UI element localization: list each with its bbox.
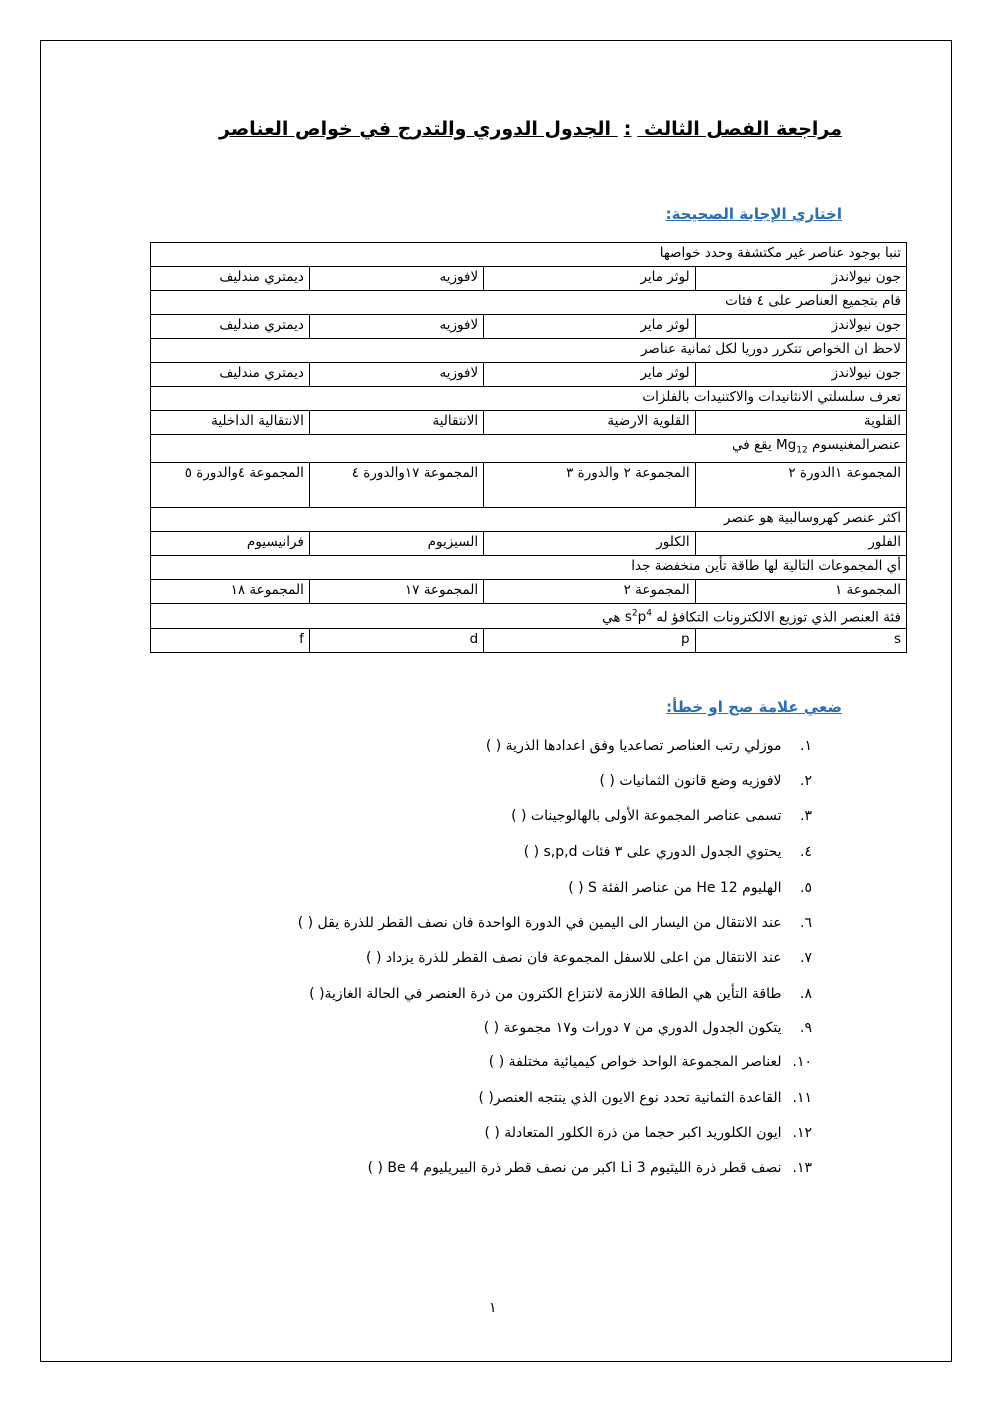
- question-row: [151, 435, 907, 463]
- question-row: [151, 603, 907, 629]
- options-row: [151, 579, 907, 603]
- mcq-table: [150, 242, 907, 653]
- option-cell[interactable]: القلوية: [695, 411, 906, 435]
- question-row: [151, 339, 907, 363]
- tf-item: ٥. الهليوم He 12 من عناصر الفئة S ( ): [568, 880, 812, 896]
- option-cell[interactable]: ديمتري مندليف: [151, 315, 310, 339]
- option-cell[interactable]: لوثر ماير: [484, 267, 695, 291]
- tf-item: ٦. عند الانتقال من اليسار الى اليمين في الدورة الواحدة فان نصف القطر للذرة يقل ( ): [297, 915, 812, 931]
- tf-item: ٣. تسمى عناصر المجموعة الأولى بالهالوجينات ( ): [511, 808, 812, 824]
- option-cell[interactable]: s: [695, 629, 906, 653]
- option-cell[interactable]: ديمتري مندليف: [151, 267, 310, 291]
- question-row: [151, 243, 907, 267]
- tf-item: ٩. يتكون الجدول الدوري من ٧ دورات و١٧ مجموعة ( ): [483, 1020, 812, 1036]
- question-text: عنصرالمغنيسوم $Mg_{12}$ يقع في: [151, 435, 907, 463]
- option-cell[interactable]: المجموعة ٤والدورة ٥: [151, 462, 310, 507]
- options-row: [151, 411, 907, 435]
- option-cell[interactable]: الانتقالية: [309, 411, 483, 435]
- option-cell[interactable]: القلوية الارضية: [484, 411, 695, 435]
- question-text: فئة العنصر الذي توزيع الالكترونات التكافؤ له $s^2p^4$ هي: [151, 603, 907, 629]
- option-cell[interactable]: المجموعة ١: [695, 579, 906, 603]
- tf-item: ٤. يحتوي الجدول الدوري على ٣ فئات s,p,d ( ): [523, 844, 812, 860]
- options-row: [151, 363, 907, 387]
- option-cell[interactable]: المجموعة ١٨: [151, 579, 310, 603]
- question-row: [151, 387, 907, 411]
- option-cell[interactable]: p: [484, 629, 695, 653]
- tf-item: ٧. عند الانتقال من اعلى للاسفل المجموعة فان نصف القطر للذرة يزداد ( ): [366, 950, 812, 966]
- option-cell[interactable]: المجموعة ٢: [484, 579, 695, 603]
- tf-item: ٨. طاقة التأين هي الطاقة اللازمة لانتزاع الكترون من ذرة العنصر في الحالة الغازية( ): [309, 986, 812, 1002]
- option-cell[interactable]: المجموعة ١الدورة ٢: [695, 462, 906, 507]
- option-cell[interactable]: لافوزيه: [309, 363, 483, 387]
- tf-item: ٢. لافوزيه وضع قانون الثمانيات ( ): [599, 773, 812, 789]
- tf-item: ١١. القاعدة الثمانية تحدد نوع الايون الذي ينتجه العنصر( ): [478, 1090, 812, 1106]
- tf-item: ١. موزلي رتب العناصر تصاعديا وفق اعدادها الذرية ( ): [485, 738, 812, 754]
- option-cell[interactable]: d: [309, 629, 483, 653]
- section-heading-mcq: اختاري الإجابة الصحيحة:: [665, 205, 842, 223]
- option-cell[interactable]: المجموعة ١٧: [309, 579, 483, 603]
- option-cell[interactable]: المجموعة ٢ والدورة ٣: [484, 462, 695, 507]
- option-cell[interactable]: جون نيولاندز: [695, 363, 906, 387]
- tf-item: ١٠. لعناصر المجموعة الواحد خواص كيميائية مختلفة ( ): [488, 1054, 812, 1070]
- option-cell[interactable]: الكلور: [484, 531, 695, 555]
- title-main: مراجعة الفصل الثالث: [643, 118, 842, 140]
- option-cell[interactable]: فرانيسيوم: [151, 531, 310, 555]
- options-row: [151, 629, 907, 653]
- option-cell[interactable]: لوثر ماير: [484, 363, 695, 387]
- options-row: [151, 267, 907, 291]
- option-cell[interactable]: لوثر ماير: [484, 315, 695, 339]
- option-cell[interactable]: المجموعة ١٧والدورة ٤: [309, 462, 483, 507]
- option-cell[interactable]: f: [151, 629, 310, 653]
- question-text: لاحظ ان الخواص تتكرر دوريا لكل ثمانية عناصر: [151, 339, 907, 363]
- question-row: [151, 291, 907, 315]
- section-heading-true-false: ضعي علامة صح او خطأ:: [666, 698, 842, 716]
- page-number: ١: [489, 1300, 497, 1316]
- options-row: [151, 462, 907, 507]
- options-row: [151, 531, 907, 555]
- option-cell[interactable]: لافوزيه: [309, 315, 483, 339]
- option-cell[interactable]: جون نيولاندز: [695, 267, 906, 291]
- option-cell[interactable]: لافوزيه: [309, 267, 483, 291]
- option-cell[interactable]: الانتقالية الداخلية: [151, 411, 310, 435]
- options-row: [151, 315, 907, 339]
- question-row: [151, 555, 907, 579]
- question-row: [151, 507, 907, 531]
- title-separator: :: [623, 118, 632, 140]
- title-topic: الجدول الدوري والتدرج في خواص العناصر: [219, 118, 612, 140]
- page-title: [219, 118, 842, 140]
- question-text: قام بتجميع العناصر على ٤ فئات: [151, 291, 907, 315]
- option-cell[interactable]: الفلور: [695, 531, 906, 555]
- question-text: أي المجموعات التالية لها طاقة تأين منخفضة جدا: [151, 555, 907, 579]
- option-cell[interactable]: جون نيولاندز: [695, 315, 906, 339]
- question-text: اكثر عنصر كهروسالبية هو عنصر: [151, 507, 907, 531]
- option-cell[interactable]: ديمتري مندليف: [151, 363, 310, 387]
- tf-item: ١٣. نصف قطر ذرة الليثيوم 3 Li اكبر من نصف قطر ذرة البيريليوم Be 4 ( ): [367, 1160, 812, 1176]
- option-cell[interactable]: السيزيوم: [309, 531, 483, 555]
- question-text: تعرف سلسلتي الانثانيدات والاكتنيدات بالفلزات: [151, 387, 907, 411]
- question-text: تنبا بوجود عناصر غير مكتشفة وحدد خواصها: [151, 243, 907, 267]
- tf-item: ١٢. ايون الكلوريد اكبر حجما من ذرة الكلور المتعادلة ( ): [484, 1125, 812, 1141]
